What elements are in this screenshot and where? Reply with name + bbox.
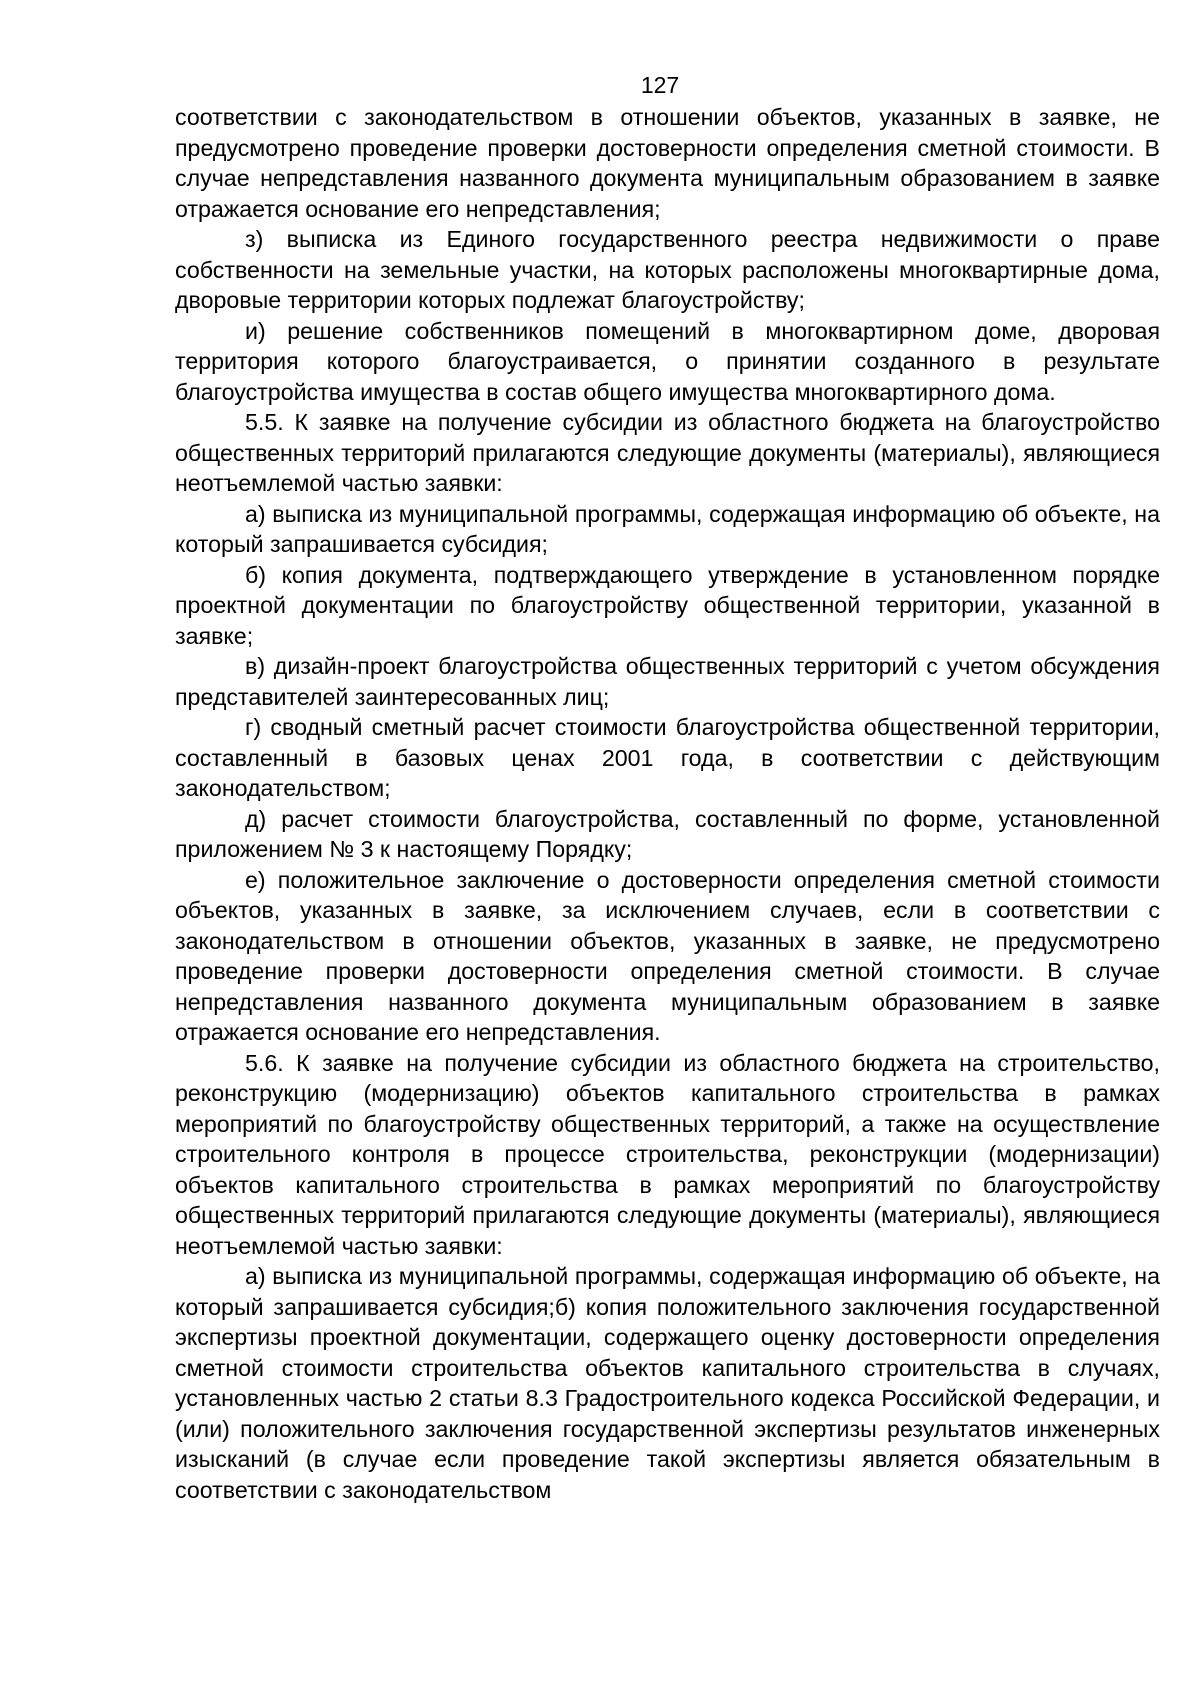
paragraph: е) положительное заключение о достоверности определения сметной стоимости объектов, указанных в заявке, за исключением случаев, если в соответствии с законодательством в отношении объектов, указанных в заявке, не предусмотрено проведение проверки достоверности определения сметной стоимости. В случае непредставления названного документа муниципальным образованием в заявке отражается основание его непредставления. <box>175 866 1160 1045</box>
paragraph: а) выписка из муниципальной программы, содержащая информацию об объекте, на который запрашивается субсидия; <box>175 500 1160 557</box>
page-number: 127 <box>640 72 680 98</box>
paragraph: соответствии с законодательством в отношении объектов, указанных в заявке, не предусмотрено проведение проверки достоверности определения сметной стоимости. В случае непредставления названного документа муниципальным образованием в заявке отражается основание его непредставления; <box>175 104 1160 222</box>
paragraph: з) выписка из Единого государственного реестра недвижимости о праве собственности на земельные участки, на которых расположены многоквартирные дома, дворовые территории которых подлежат благоустройству; <box>175 226 1160 313</box>
paragraph: 5.5. К заявке на получение субсидии из областного бюджета на благоустройство общественных территорий прилагаются следующие документы (материалы), являющиеся неотъемлемой частью заявки: <box>175 409 1160 496</box>
paragraph: д) расчет стоимости благоустройства, составленный по форме, установленной приложением № 3 к настоящему Порядку; <box>175 805 1160 862</box>
paragraph: в) дизайн-проект благоустройства общественных территорий с учетом обсуждения представителей заинтересованных лиц; <box>175 653 1160 710</box>
paragraph: а) выписка из муниципальной программы, содержащая информацию об объекте, на который запрашивается субсидия;б) копия положительного заключения государственной экспертизы проектной документации, содержащего оценку достоверности определения сметной стоимости строительства объектов капитального строительства в случаях, установленных частью 2 статьи 8.3 Градостроительного кодекса Российской Федерации, и (или) положительного заключения государственной экспертизы результатов инженерных изысканий (в случае если проведение такой экспертизы является обязательным в соответствии с законодательством <box>175 1263 1160 1503</box>
document-body <box>175 102 1160 1505</box>
paragraph: и) решение собственников помещений в многоквартирном доме, дворовая территория которого благоустраивается, о принятии созданного в результате благоустройства имущества в состав общего имущества многоквартирного дома. <box>175 317 1160 405</box>
paragraph: 5.6. К заявке на получение субсидии из областного бюджета на строительство, реконструкцию (модернизацию) объектов капитального строительства в рамках мероприятий по благоустройству общественных территорий, а также на осуществление строительного контроля в процессе строительства, реконструкции (модернизации) объектов капитального строительства в рамках мероприятий по благоустройству общественных территорий прилагаются следующие документы (материалы), являющиеся неотъемлемой частью заявки: <box>175 1049 1160 1259</box>
paragraph: б) копия документа, подтверждающего утверждение в установленном порядке проектной документации по благоустройству общественной территории, указанной в заявке; <box>175 561 1160 649</box>
paragraph: г) сводный сметный расчет стоимости благоустройства общественной территории, составленный в базовых ценах 2001 года, в соответствии с действующим законодательством; <box>175 714 1160 801</box>
